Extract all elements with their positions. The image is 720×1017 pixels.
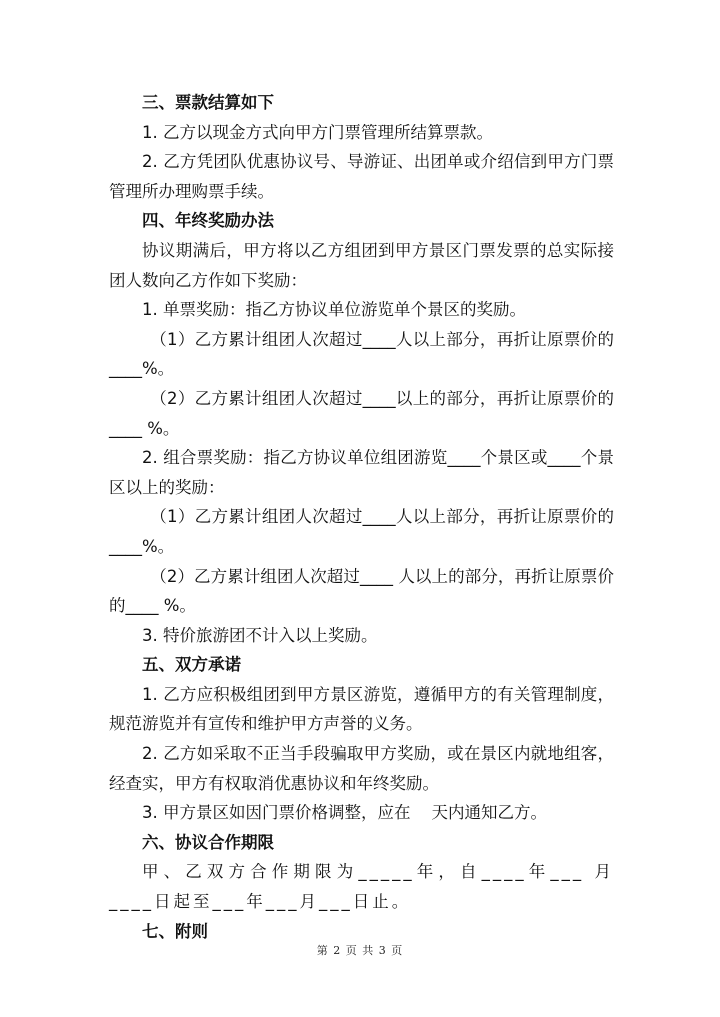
- section-heading-year-end-reward: 四、年终奖励办法: [142, 211, 274, 231]
- paragraph-commitment-3: 3. 甲方景区如因门票价格调整，应在 天内通知乙方。: [142, 803, 547, 823]
- paragraph-commitment-2: 2. 乙方如采取不正当手段骗取甲方奖励，或在景区内就地组客，经查实，甲方有权取消优惠协议和年终奖励。: [109, 744, 614, 793]
- paragraph-settlement-2: 2. 乙方凭团队优惠协议号、导游证、出团单或介绍信到甲方门票管理所办理购票手续。: [109, 152, 614, 201]
- paragraph-combo-ticket-reward: 2. 组合票奖励：指乙方协议单位组团游览____个景区或____个景区以上的奖励：: [109, 448, 614, 497]
- paragraph-combo-ticket-item-1: （1）乙方累计组团人次超过____人以上部分，再折让原票价的____%。: [109, 507, 614, 556]
- paragraph-single-ticket-item-1: （1）乙方累计组团人次超过____人以上部分，再折让原票价的 ____%。: [109, 329, 620, 379]
- paragraph-reward-intro: 协议期满后，甲方将以乙方组团到甲方景区门票发票的总实际接团人数向乙方作如下奖励：: [109, 240, 614, 290]
- section-heading-mutual-commitments: 五、双方承诺: [142, 655, 241, 675]
- paragraph-special-tour-exclusion: 3. 特价旅游团不计入以上奖励。: [142, 625, 378, 645]
- page-number-footer: 第 2 页 共 3 页: [316, 944, 404, 957]
- section-heading-supplementary-provisions: 七、附则: [142, 921, 208, 941]
- paragraph-commitment-1: 1. 乙方应积极组团到甲方景区游览，遵循甲方的有关管理制度，规范游览并有宣传和维护甲方声誉的义务。: [109, 684, 614, 734]
- paragraph-single-ticket-reward: 1. 单票奖励：指乙方协议单位游览单个景区的奖励。: [142, 300, 526, 320]
- section-heading-agreement-term: 六、协议合作期限: [142, 832, 274, 852]
- section-heading-ticket-settlement: 三、票款结算如下: [142, 93, 274, 112]
- document-body: [109, 88, 620, 946]
- paragraph-combo-ticket-item-2: （2）乙方累计组团人次超过____ 人以上的部分，再折让原票价的____ %。: [109, 566, 614, 616]
- paragraph-settlement-1: 1. 乙方以现金方式向甲方门票管理所结算票款。: [142, 122, 493, 142]
- paragraph-single-ticket-item-2: （2）乙方累计组团人次超过____以上的部分，再折让原票价的____ %。: [109, 388, 614, 438]
- paragraph-agreement-term: 甲、乙双方合作期限为_____年，自____年___ 月____日起至___年___月___日止。: [109, 862, 614, 912]
